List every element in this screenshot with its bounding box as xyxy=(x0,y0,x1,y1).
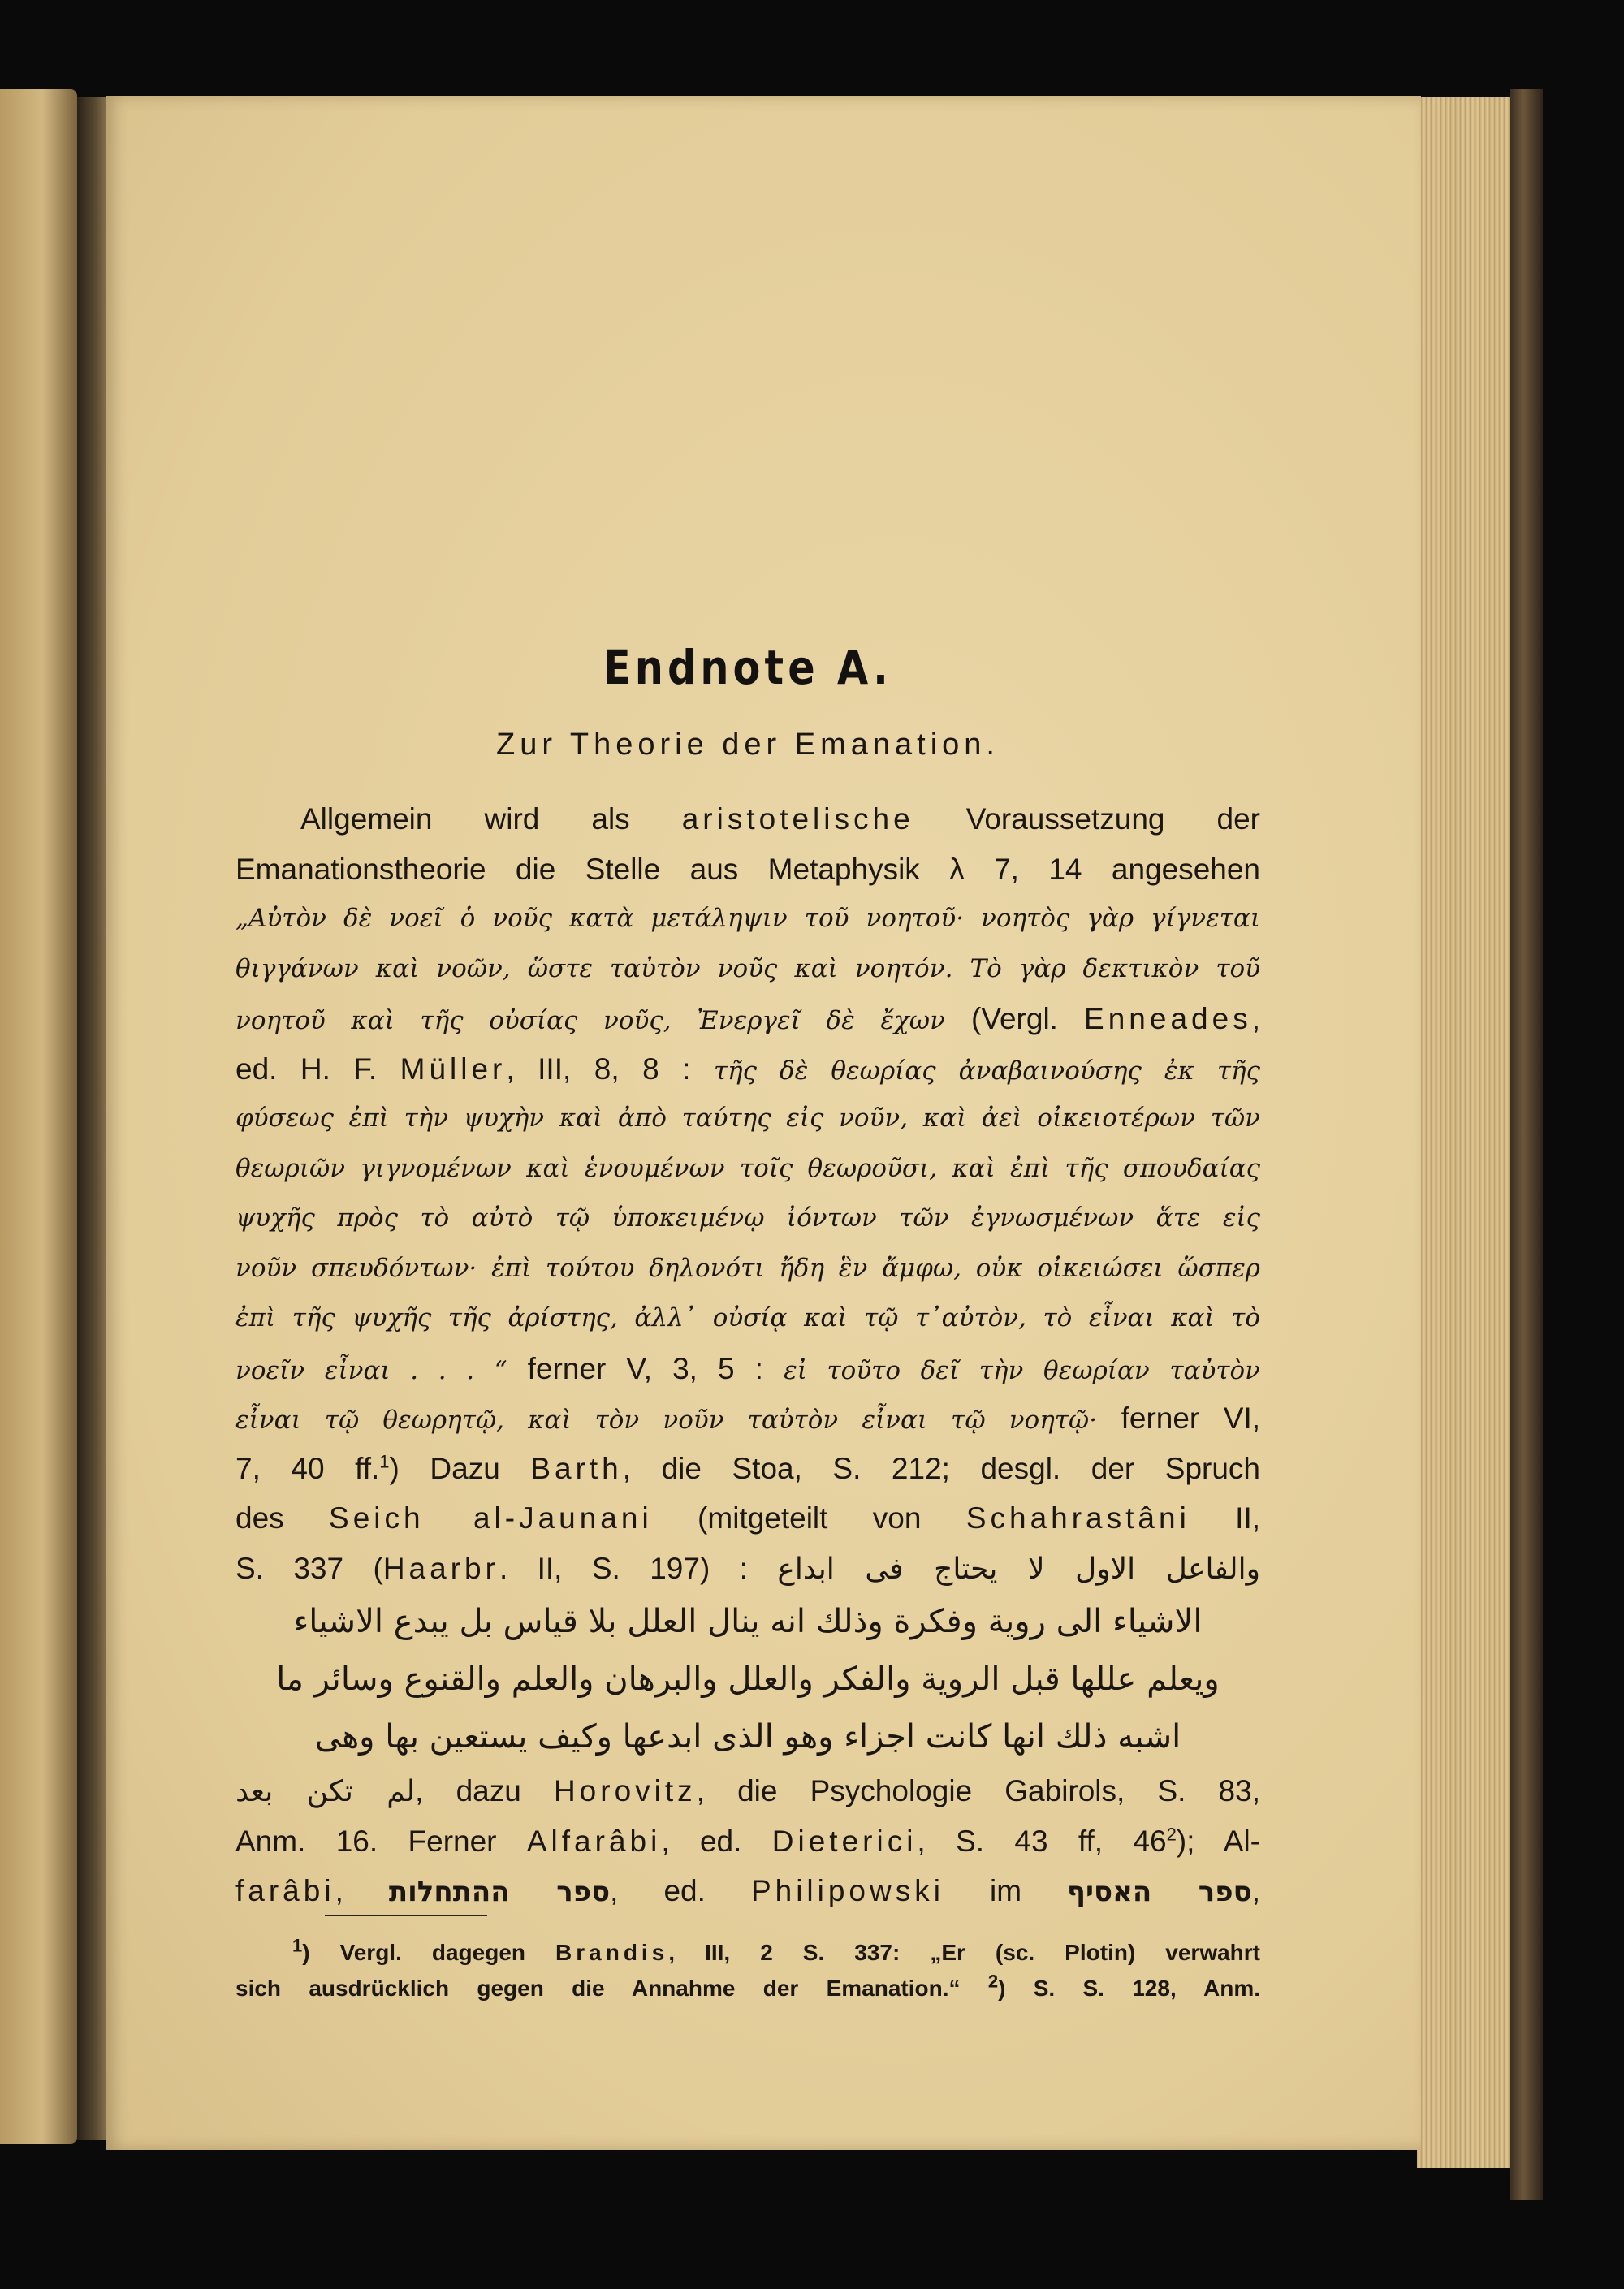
text-line: des Seich al-Jaunani (mitgeteilt von Schahrastâni II, xyxy=(235,1501,1261,1535)
text-line: S. 337 (Haarbr. II, S. 197) : والفاعل الاول لا يحتاج فى ابداع xyxy=(235,1551,1261,1586)
text-line: Emanationstheorie die Stelle aus Metaphysik λ 7, 14 angesehen xyxy=(235,852,1260,886)
greek-quote-line: θεωριῶν γιγνομένων καὶ ἑνουμένων τοῖς θεωροῦσι, καὶ ἐπὶ τῆς σπουδαίας xyxy=(235,1153,1260,1183)
hebrew-title: ספר ההתחלות xyxy=(388,1876,611,1908)
greek-quote-line: ψυχῆς πρὸς τὸ αὐτὸ τῷ ὑποκειμένῳ ἰόντων τῶν ἐγνωσμένων ἅτε εἰς xyxy=(235,1203,1260,1233)
arabic-quote: والفاعل الاول لا يحتاج فى ابداع xyxy=(777,1552,1261,1586)
text-line: 7, 40 ff.$^1$) Dazu Barth, die Stoa, S. 212; desgl. der Spruch xyxy=(235,1451,1261,1485)
footnote-line: sich ausdrücklich gegen die Annahme der Emanation.“ $^2$) S. S. 128, Anm. xyxy=(235,1971,1260,2001)
endnote-subheading: Zur Theorie der Emanation. xyxy=(496,728,1000,762)
arabic-quote-line: ويعلم عللها قبل الروية والفكر والعلل والبرهان والعلم والقنوع وسائر ما xyxy=(276,1661,1220,1698)
footnote-line: $^1$) Vergl. dagegen Brandis, III, 2 S. 337: „Er (sc. Plotin) verwahrt xyxy=(292,1935,1261,1965)
footnote-ref: 2 xyxy=(1166,1824,1177,1845)
greek-quote-line: νοῦν σπευδόντων· ἐπὶ τούτου δηλονότι ἤδη ἓν ἄμφω, οὐκ οἰκειώσει ὥσπερ xyxy=(235,1253,1260,1283)
greek-quote-line: ἐπὶ τῆς ψυχῆς τῆς ἀρίστης, ἀλλ᾽ οὐσίᾳ καὶ τῷ τ᾽αὐτὸν, τὸ εἶναι καὶ τὸ xyxy=(235,1303,1260,1332)
greek-quote-line: φύσεως ἐπὶ τὴν ψυχὴν καὶ ἀπὸ ταύτης εἰς νοῦν, καὶ ἀεὶ οἰκειοτέρων τῶν xyxy=(235,1103,1260,1133)
text-line: Anm. 16. Ferner Alfarâbi, ed. Dieterici, S. 43 ff, $46^2$); Al- xyxy=(235,1824,1261,1858)
endnote-body xyxy=(235,794,1260,1916)
text-line: لم تكن بعد, dazu Horovitz, die Psychologie Gabirols, S. 83, xyxy=(235,1774,1260,1808)
arabic-quote-line: الاشياء الى روية وفكرة وذلك انه ينال العلل بلا قياس بل يبدع الاشياء xyxy=(293,1603,1203,1640)
facing-page-edge xyxy=(0,89,77,2144)
arabic-quote-line: اشبه ذلك انها كانت اجزاء وهو الذى ابدعها وكيف يستعين بها وهى xyxy=(314,1718,1181,1756)
text-line: farâbi, ספר ההתחלות, ed. Philipowski im ספר האסיף, xyxy=(235,1874,1261,1908)
text-line: εἶναι τῷ θεωρητῷ, καὶ τὸν νοῦν ταὐτὸν εἶναι τῷ νοητῷ· ferner VI, xyxy=(235,1401,1261,1435)
text-line: νοεῖν εἶναι . . . “ ferner V, 3, 5 : εἰ τοῦτο δεῖ τὴν θεωρίαν ταὐτὸν xyxy=(235,1351,1260,1385)
text-line: Allgemein wird als aristotelische Voraussetzung der xyxy=(300,802,1260,836)
footnotes xyxy=(235,1935,1260,2006)
footnote-rule xyxy=(325,1915,487,1916)
text-line: νοητοῦ καὶ τῆς οὐσίας νοῦς, Ἐνεργεῖ δὲ ἔχων (Vergl. Enneades, xyxy=(235,1002,1260,1035)
book-cover-edge xyxy=(1510,89,1543,2200)
book-page xyxy=(106,96,1421,2150)
endnote-heading: Endnote A. xyxy=(603,640,892,695)
page-block-edges xyxy=(1417,97,1510,2168)
greek-quote-line: „Αὐτὸν δὲ νοεῖ ὁ νοῦς κατὰ μετάληψιν τοῦ νοητοῦ· νοητὸς γὰρ γίγνεται xyxy=(235,904,1260,933)
hebrew-title: ספר האסיף xyxy=(1067,1876,1252,1908)
book-gutter xyxy=(77,97,108,2140)
text-line: ed. H. F. Müller, III, 8, 8 : τῆς δὲ θεωρίας ἀναβαινούσης ἐκ τῆς xyxy=(235,1052,1260,1086)
footnote-ref: 1 xyxy=(379,1451,390,1472)
greek-quote-line: θιγγάνων καὶ νοῶν, ὥστε ταὐτὸν νοῦς καὶ νοητόν. Τὸ γὰρ δεκτικὸν τοῦ xyxy=(235,953,1260,983)
arabic-quote: لم تكن بعد xyxy=(235,1775,416,1808)
